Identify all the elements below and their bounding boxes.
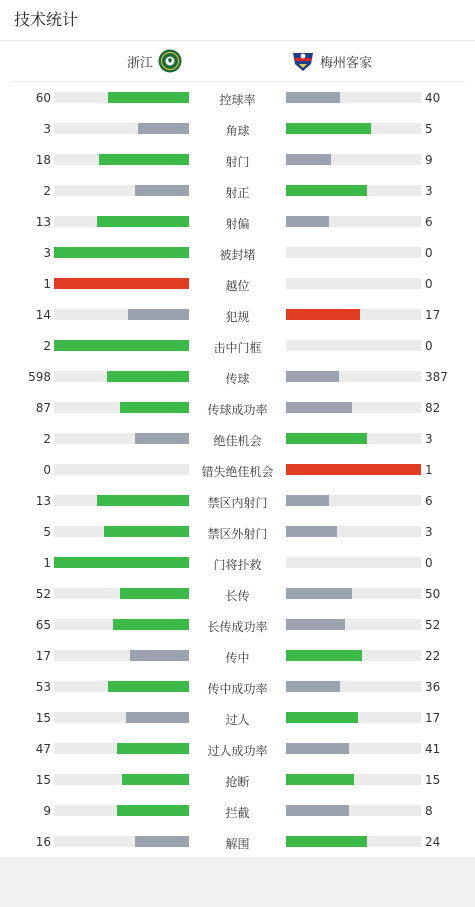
home-stat-bar [54,123,189,134]
away-stat-bar-fill [286,433,367,444]
home-stat-bar [54,557,189,568]
home-stat-bar-fill [99,154,189,165]
away-stat-bar [286,278,421,289]
home-stat-value: 15 [35,773,51,787]
away-stat-bar-fill [286,836,367,847]
stat-label: 越位 [225,279,250,293]
home-stat-bar-fill [97,495,189,506]
home-stat-value: 0 [43,463,51,477]
away-stat-bar-fill [286,154,331,165]
stat-row [0,485,475,516]
stat-row [0,795,475,826]
home-stat-bar [54,402,189,413]
home-stat-bar-fill [54,557,189,568]
zhejiang-fc-logo-icon [158,49,182,73]
stat-label: 禁区外射门 [207,527,268,541]
stat-row [0,454,475,485]
stat-row [0,206,475,237]
home-stat-value: 2 [43,432,51,446]
home-stat-value: 18 [35,153,51,167]
home-stat-bar [54,681,189,692]
home-stat-value: 47 [35,742,51,756]
home-stat-bar [54,743,189,754]
home-stat-bar-fill [122,774,190,785]
home-stat-bar [54,619,189,630]
away-stat-value: 50 [425,587,441,601]
stat-row [0,82,475,113]
away-stat-bar-fill [286,402,352,413]
home-stat-bar [54,92,189,103]
stat-label: 长传成功率 [207,620,268,634]
stat-row [0,299,475,330]
stat-label: 犯规 [225,310,250,324]
home-stat-bar-fill [113,619,189,630]
teams-header [10,41,465,82]
away-stat-value: 0 [425,556,433,570]
stat-label: 错失绝佳机会 [201,465,274,479]
stat-label: 解围 [225,837,250,851]
away-stat-bar-fill [286,805,349,816]
away-stat-bar-fill [286,495,329,506]
away-stat-bar-fill [286,650,362,661]
away-stat-value: 387 [425,370,448,384]
away-stat-bar-fill [286,681,340,692]
home-stat-value: 17 [35,649,51,663]
home-stat-value: 2 [43,184,51,198]
stat-label: 传中成功率 [207,682,268,696]
home-stat-value: 2 [43,339,51,353]
home-stat-value: 52 [35,587,51,601]
home-stat-value: 3 [43,246,51,260]
home-stat-bar-fill [128,309,189,320]
home-stat-bar-fill [107,371,189,382]
stat-row [0,702,475,733]
home-stat-bar-fill [54,278,189,289]
stat-row [0,144,475,175]
home-stat-bar [54,340,189,351]
away-stat-value: 8 [425,804,433,818]
away-stat-bar [286,650,421,661]
stat-label: 拦截 [225,806,250,820]
home-stat-value: 65 [35,618,51,632]
away-stat-value: 40 [425,91,441,105]
away-stat-value: 3 [425,432,433,446]
away-stat-value: 24 [425,835,441,849]
stat-row [0,609,475,640]
away-stat-bar [286,247,421,258]
home-stat-bar-fill [120,588,189,599]
stat-row [0,826,475,857]
home-stat-value: 13 [35,215,51,229]
home-stat-bar [54,588,189,599]
home-stat-bar [54,278,189,289]
stat-label: 控球率 [219,93,256,107]
away-stat-bar-fill [286,464,421,475]
stat-label: 射偏 [225,217,250,231]
away-stat-bar-fill [286,216,329,227]
home-stat-value: 60 [35,91,51,105]
away-stat-value: 6 [425,494,433,508]
away-stat-bar [286,433,421,444]
home-stat-bar-fill [104,526,189,537]
away-stat-value: 52 [425,618,441,632]
away-stat-bar [286,619,421,630]
away-stat-bar-fill [286,619,345,630]
away-stat-bar [286,464,421,475]
away-stat-value: 22 [425,649,441,663]
away-stat-bar [286,712,421,723]
home-stat-bar-fill [108,681,189,692]
home-stat-bar-fill [135,433,189,444]
home-stat-value: 9 [43,804,51,818]
home-stat-bar-fill [108,92,189,103]
home-stat-bar [54,247,189,258]
away-stat-bar [286,743,421,754]
away-stat-bar [286,774,421,785]
away-stat-value: 0 [425,277,433,291]
away-stat-value: 9 [425,153,433,167]
away-stat-value: 3 [425,184,433,198]
stat-row [0,423,475,454]
home-stat-bar [54,495,189,506]
away-stat-bar [286,216,421,227]
home-stat-bar [54,371,189,382]
stat-row [0,113,475,144]
stat-row [0,733,475,764]
home-stat-bar [54,433,189,444]
home-stat-bar [54,805,189,816]
home-stat-value: 16 [35,835,51,849]
home-stat-bar-fill [117,743,189,754]
home-stat-bar [54,154,189,165]
stat-row [0,671,475,702]
away-stat-value: 82 [425,401,441,415]
away-stat-bar-fill [286,371,339,382]
stat-label: 射正 [225,186,250,200]
home-stat-bar [54,464,189,475]
home-stat-bar [54,526,189,537]
home-team[interactable] [127,41,182,81]
away-stat-bar [286,681,421,692]
away-team-name: 梅州客家 [320,55,373,71]
meizhou-hakka-logo-icon [291,49,315,73]
stat-row [0,547,475,578]
stat-row [0,175,475,206]
stat-label: 绝佳机会 [213,434,262,448]
stat-label: 射门 [225,155,250,169]
away-stat-bar [286,402,421,413]
away-stat-bar-fill [286,588,352,599]
home-stat-value: 14 [35,308,51,322]
stats-list [0,82,475,857]
stat-row [0,640,475,671]
stat-label: 长传 [225,589,250,603]
home-stat-bar-fill [120,402,189,413]
away-stat-bar-fill [286,712,358,723]
away-stat-bar [286,340,421,351]
stat-label: 过人成功率 [207,744,268,758]
home-stat-value: 13 [35,494,51,508]
stat-label: 传球 [225,372,250,386]
away-stat-value: 0 [425,246,433,260]
home-stat-value: 1 [43,556,51,570]
away-stat-bar [286,836,421,847]
stat-label: 被封堵 [219,248,256,262]
home-stat-bar-fill [138,123,189,134]
stat-row [0,764,475,795]
stat-label: 禁区内射门 [207,496,268,510]
away-stat-bar [286,557,421,568]
home-stat-bar [54,712,189,723]
away-stat-bar [286,309,421,320]
away-stat-value: 0 [425,339,433,353]
stat-row [0,516,475,547]
home-stat-bar-fill [117,805,189,816]
home-stat-bar-fill [135,836,189,847]
home-stat-bar-fill [54,340,189,351]
away-stat-value: 1 [425,463,433,477]
stat-row [0,237,475,268]
away-stat-value: 41 [425,742,441,756]
away-stat-value: 36 [425,680,441,694]
stat-row [0,578,475,609]
stat-label: 传中 [225,651,250,665]
home-stat-value: 1 [43,277,51,291]
away-stat-value: 17 [425,308,441,322]
stat-label: 门将扑救 [213,558,262,572]
stat-label: 角球 [225,124,250,138]
home-stat-bar [54,650,189,661]
stat-row [0,361,475,392]
away-stat-bar [286,588,421,599]
away-stat-bar [286,526,421,537]
home-stat-bar-fill [135,185,189,196]
away-stat-bar [286,92,421,103]
stat-label: 抢断 [225,775,250,789]
away-stat-bar [286,495,421,506]
away-stat-value: 17 [425,711,441,725]
page-title: 技术统计 [0,0,475,41]
away-stat-value: 15 [425,773,441,787]
home-stat-value: 5 [43,525,51,539]
away-stat-bar [286,154,421,165]
stat-row [0,268,475,299]
away-stat-value: 6 [425,215,433,229]
stat-row [0,392,475,423]
home-stat-bar-fill [126,712,189,723]
home-stat-bar-fill [97,216,189,227]
away-stat-bar-fill [286,92,340,103]
home-stat-bar [54,309,189,320]
away-stat-bar [286,805,421,816]
home-stat-value: 53 [35,680,51,694]
home-stat-value: 598 [28,370,51,384]
away-stat-bar [286,123,421,134]
home-stat-bar-fill [130,650,189,661]
away-team[interactable] [291,41,372,81]
away-stat-bar [286,185,421,196]
home-stat-value: 15 [35,711,51,725]
away-stat-bar-fill [286,774,354,785]
home-stat-bar [54,216,189,227]
home-team-name: 浙江 [126,55,153,71]
away-stat-bar-fill [286,526,337,537]
home-stat-value: 3 [43,122,51,136]
away-stat-value: 3 [425,525,433,539]
home-stat-value: 87 [35,401,51,415]
away-stat-bar-fill [286,185,367,196]
home-stat-bar [54,185,189,196]
stat-row [0,330,475,361]
stat-label: 过人 [225,713,250,727]
stat-label: 击中门框 [213,341,262,355]
home-stat-bar [54,836,189,847]
stat-label: 传球成功率 [207,403,268,417]
away-stat-bar-fill [286,309,360,320]
home-stat-bar-fill [54,247,189,258]
away-stat-bar-fill [286,743,349,754]
away-stat-value: 5 [425,122,433,136]
away-stat-bar [286,371,421,382]
away-stat-bar-fill [286,123,371,134]
home-stat-bar [54,774,189,785]
